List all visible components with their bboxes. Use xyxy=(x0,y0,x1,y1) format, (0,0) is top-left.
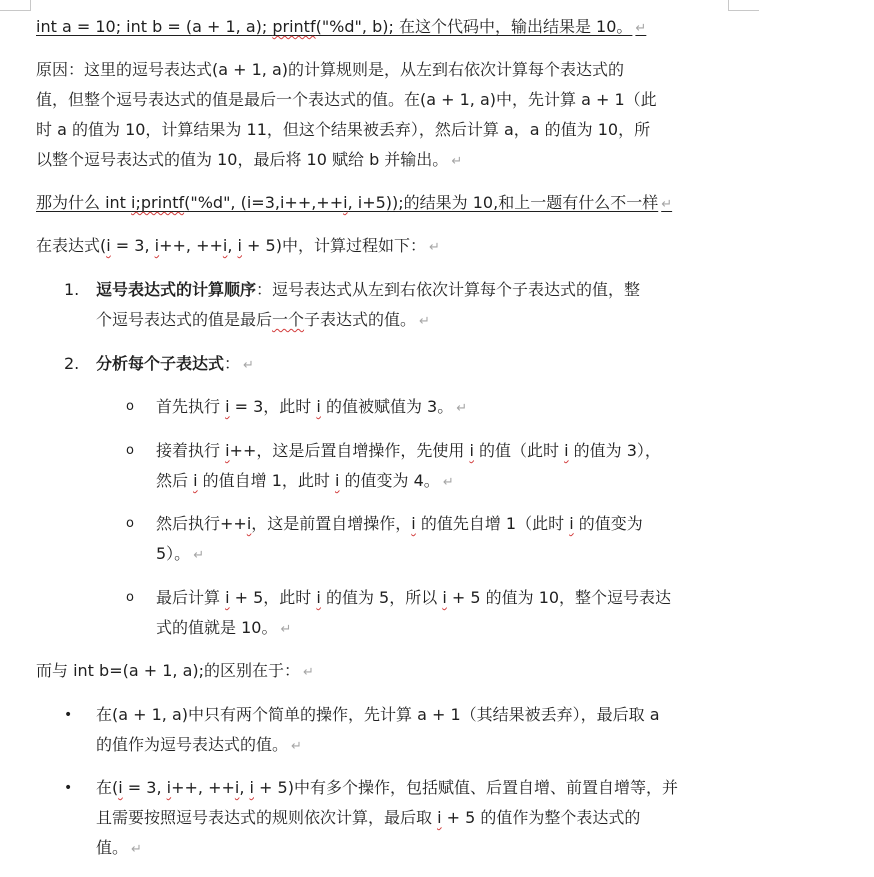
spellcheck-word: i xyxy=(225,588,230,607)
text: 在(a + 1, a)中只有两个简单的操作，先计算 a + 1（其结果被丢弃），最后取 a xyxy=(96,705,660,724)
spellcheck-word: i xyxy=(234,778,240,797)
text: ： xyxy=(224,354,241,373)
text: 在( xyxy=(96,778,119,797)
paragraph-mark: ↵ xyxy=(280,622,292,637)
text: + 5)中，计算过程如下： xyxy=(241,236,426,255)
sub-list-item-3 xyxy=(126,509,736,571)
text: , i+5));的结果为 10,和上一题有什么不一样 xyxy=(347,193,659,212)
text: ++, ++ xyxy=(159,236,223,255)
sub-list-item-4 xyxy=(126,583,736,645)
text: 5）。 xyxy=(156,544,191,563)
text: 的值变为 4。 xyxy=(339,471,440,490)
list-number: 2. xyxy=(64,354,80,373)
spellcheck-word: i xyxy=(335,471,340,490)
list-bullet: o xyxy=(126,443,134,458)
list-bullet: o xyxy=(126,399,134,414)
line xyxy=(36,145,736,177)
text: 的值（此时 xyxy=(473,441,565,460)
text: + 5 的值为 10，整个逗号表达 xyxy=(446,588,672,607)
text: 个逗号表达式的值是最后 xyxy=(96,310,273,329)
spellcheck-word: printf xyxy=(272,17,316,36)
sub-list-item-2 xyxy=(126,436,736,498)
page-crop-mark-left xyxy=(0,0,31,11)
text: 子表达式的值。 xyxy=(304,310,417,329)
paragraph-mark: ↵ xyxy=(291,739,302,754)
text: = 3, xyxy=(122,778,167,797)
text: = 3, xyxy=(110,236,155,255)
paragraph-mark: ↵ xyxy=(635,21,647,36)
list-item-ordered-1 xyxy=(64,275,736,337)
text: ++, ++ xyxy=(171,778,235,797)
list-item-ordered-2 xyxy=(64,349,736,381)
text: 的值为 3）， xyxy=(568,441,661,460)
text: ("%d", (i=3,i++,++ xyxy=(184,193,344,212)
paragraph-mark: ↵ xyxy=(442,475,454,490)
text: ：逗号表达式从左到右依次计算每个子表达式的值，整 xyxy=(256,280,641,299)
spellcheck-word: i xyxy=(316,397,321,416)
text: 的值先自增 1（此时 xyxy=(415,514,570,533)
text: 接着执行 xyxy=(156,441,226,460)
list-bullet: o xyxy=(126,516,134,531)
spellcheck-word: i xyxy=(225,397,230,416)
bold-heading: 分析每个子表达式 xyxy=(96,354,225,373)
spellcheck-word: i xyxy=(469,441,474,460)
text: 且需要按照逗号表达式的规则依次计算，最后取 xyxy=(96,808,438,827)
spellcheck-word: i xyxy=(249,778,254,797)
text: + 5，此时 xyxy=(229,588,317,607)
spellcheck-word: i xyxy=(237,236,242,255)
text: 的值自增 1，此时 xyxy=(197,471,335,490)
spellcheck-word: i xyxy=(411,514,416,533)
list-bullet: • xyxy=(64,707,73,723)
text: 在表达式( xyxy=(36,236,107,255)
spellcheck-word: i xyxy=(343,193,348,212)
spellcheck-word: i xyxy=(225,441,230,460)
paragraph-mark: ↵ xyxy=(451,154,463,169)
paragraph-mark: ↵ xyxy=(428,240,440,255)
paragraph-mark: ↵ xyxy=(243,358,254,373)
text: 值。 xyxy=(96,838,129,857)
line: 值，但整个逗号表达式的值是最后一个表达式的值。在(a + 1, a)中，先计算 a + 1（此 xyxy=(36,90,657,109)
paragraph-mark: ↵ xyxy=(193,548,205,563)
page-crop-mark-right xyxy=(728,0,759,11)
text: 的值作为逗号表达式的值。 xyxy=(96,735,289,754)
spellcheck-word: i xyxy=(222,236,228,255)
paragraph-mark: ↵ xyxy=(661,197,673,212)
line: 时 a 的值为 10，计算结果为 11，但这个结果被丢弃），然后计算 a，a 的值为 10，所 xyxy=(36,120,651,139)
text: int a = 10; int b = (a + 1, a); xyxy=(36,17,273,36)
text: , xyxy=(239,778,250,797)
paragraph-difference-intro xyxy=(36,656,736,688)
spellcheck-word: i xyxy=(154,236,160,255)
text: 首先执行 xyxy=(156,397,226,416)
text: 那为什么 int xyxy=(36,193,132,212)
spellcheck-word: i xyxy=(564,441,569,460)
paragraph-mark: ↵ xyxy=(419,314,430,329)
list-bullet: • xyxy=(64,780,73,796)
text: ("%d", b); 在这个代码中，输出结果是 10。 xyxy=(315,17,633,36)
text: , xyxy=(227,236,238,255)
text: + 5)中有多个操作，包括赋值、后置自增、前置自增等，并 xyxy=(253,778,678,797)
text: 然后执行++ xyxy=(156,514,247,533)
text: 式的值就是 10。 xyxy=(156,618,278,637)
text: 的值变为 xyxy=(573,514,643,533)
bullet-item-1 xyxy=(64,700,736,762)
text: 的值为 5，所以 xyxy=(320,588,443,607)
spellcheck-word: i xyxy=(569,514,574,533)
list-bullet: o xyxy=(126,590,134,605)
bold-heading: 逗号表达式的计算顺序 xyxy=(96,280,257,299)
paragraph-expression-intro xyxy=(36,231,736,263)
spellcheck-word: i xyxy=(246,514,252,533)
paragraph-mark: ↵ xyxy=(303,665,314,680)
text: 以整个逗号表达式的值为 10，最后将 10 赋给 b 并输出。 xyxy=(36,150,449,169)
text: + 5 的值作为整个表达式的 xyxy=(441,808,641,827)
text: ，这是前置自增操作， xyxy=(251,514,412,533)
paragraph-reason xyxy=(36,55,736,177)
text: 的值被赋值为 3。 xyxy=(320,397,454,416)
bullet-item-2 xyxy=(64,773,736,865)
line: 原因：这里的逗号表达式(a + 1, a)的计算规则是，从左到右依次计算每个表达式的 xyxy=(36,60,625,79)
spellcheck-word: i xyxy=(316,588,321,607)
spellcheck-word: i xyxy=(166,778,172,797)
paragraph-code-question xyxy=(36,12,736,44)
text: 最后计算 xyxy=(156,588,226,607)
spellcheck-word: i;printf xyxy=(131,193,185,212)
spellcheck-word: i xyxy=(106,236,111,255)
text: = 3，此时 xyxy=(229,397,317,416)
spellcheck-word: i xyxy=(193,471,198,490)
spellcheck-word: 一个 xyxy=(272,310,305,329)
spellcheck-word: i xyxy=(442,588,447,607)
spellcheck-word: i xyxy=(437,808,442,827)
text: 而与 int b=(a + 1, a);的区别在于： xyxy=(36,661,301,680)
text: ++，这是后置自增操作，先使用 xyxy=(229,441,470,460)
paragraph-followup-question xyxy=(36,188,736,220)
paragraph-mark: ↵ xyxy=(131,842,142,857)
paragraph-mark: ↵ xyxy=(456,401,468,416)
sub-list-item-1 xyxy=(126,392,736,424)
spellcheck-word: i xyxy=(118,778,123,797)
list-number: 1. xyxy=(64,280,80,299)
text: 然后 xyxy=(156,471,194,490)
